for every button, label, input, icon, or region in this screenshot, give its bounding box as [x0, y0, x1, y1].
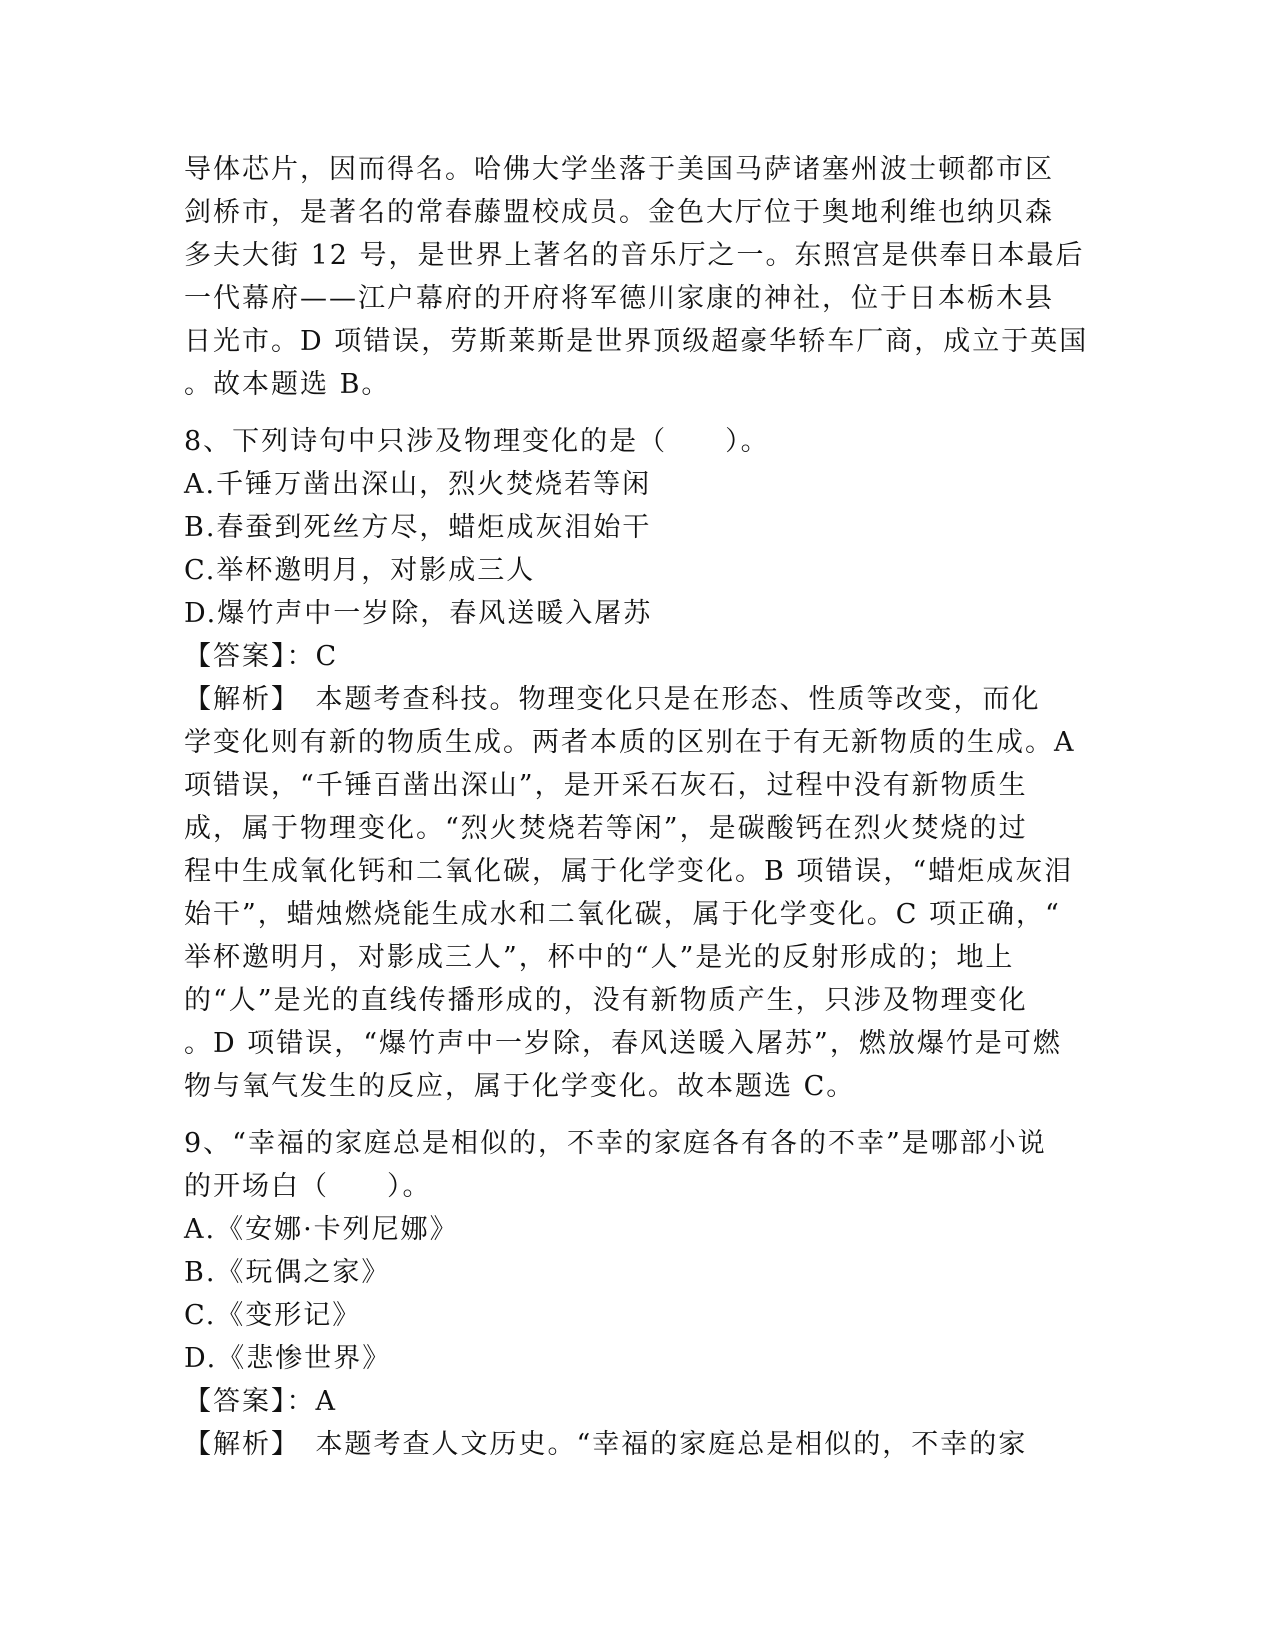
text-line: 一代幕府——江户幕府的开府将军德川家康的神社，位于日本栃木县 [184, 283, 1054, 314]
text-line: 成，属于物理变化。“烈火焚烧若等闲”，是碳酸钙在烈火焚烧的过 [184, 813, 1028, 844]
answer-line: 【答案】：C [184, 641, 339, 672]
text-line: 的“人”是光的直线传播形成的，没有新物质产生，只涉及物理变化 [184, 985, 1028, 1016]
question-8 [184, 420, 1084, 1108]
question-text: 8、下列诗句中只涉及物理变化的是（ ）。 [184, 426, 770, 457]
option-c: C.举杯邀明月，对影成三人 [184, 555, 536, 586]
intro-paragraph [184, 148, 1089, 406]
text-line: 学变化则有新的物质生成。两者本质的区别在于有无新物质的生成。A [184, 727, 1076, 758]
text-line: 导体芯片，因而得名。哈佛大学坐落于美国马萨诸塞州波士顿都市区 [184, 154, 1054, 185]
option-b: B.《玩偶之家》 [184, 1257, 391, 1288]
option-b: B.春蚕到死丝方尽，蜡炬成灰泪始干 [184, 512, 652, 543]
text-line: 多夫大街 12 号，是世界上著名的音乐厅之一。东照宫是供奉日本最后 [184, 240, 1085, 271]
option-c: C.《变形记》 [184, 1300, 362, 1331]
text-line: 程中生成氧化钙和二氧化碳，属于化学变化。B 项错误，“蜡炬成灰泪 [184, 856, 1074, 887]
answer-line: 【答案】：A [184, 1386, 337, 1417]
question-9 [184, 1122, 1084, 1466]
text-line: 项错误，“千锤百凿出深山”，是开采石灰石，过程中没有新物质生 [184, 770, 1028, 801]
option-a: A.千锤万凿出深山，烈火焚烧若等闲 [184, 469, 652, 500]
text-line: 【解析】 本题考查科技。物理变化只是在形态、性质等改变，而化 [184, 684, 1041, 715]
document-page [184, 148, 1089, 1466]
text-line: 【解析】 本题考查人文历史。“幸福的家庭总是相似的，不幸的家 [184, 1429, 1028, 1460]
question-text: 9、“幸福的家庭总是相似的，不幸的家庭各有各的不幸”是哪部小说 [184, 1128, 1047, 1159]
analysis-paragraph [184, 1423, 1084, 1466]
analysis-paragraph [184, 678, 1084, 1108]
text-line: 。D 项错误，“爆竹声中一岁除，春风送暖入屠苏”，燃放爆竹是可燃 [184, 1028, 1062, 1059]
text-line: 剑桥市，是著名的常春藤盟校成员。金色大厅位于奥地利维也纳贝森 [184, 197, 1054, 228]
text-line: 物与氧气发生的反应，属于化学变化。故本题选 C。 [184, 1071, 856, 1102]
text-line: 日光市。D 项错误，劳斯莱斯是世界顶级超豪华轿车厂商，成立于英国 [184, 326, 1089, 357]
text-line: 。故本题选 B。 [184, 369, 391, 400]
text-line: 始干”，蜡烛燃烧能生成水和二氧化碳，属于化学变化。C 项正确，“ [184, 899, 1061, 930]
text-line: 举杯邀明月，对影成三人”，杯中的“人”是光的反射形成的；地上 [184, 942, 1015, 973]
option-d: D.爆竹声中一岁除，春风送暖入屠苏 [184, 598, 653, 629]
option-a: A.《安娜·卡列尼娜》 [184, 1214, 459, 1245]
spacer [184, 406, 1084, 420]
spacer [184, 1108, 1084, 1122]
question-text: 的开场白（ ）。 [184, 1171, 432, 1202]
option-d: D.《悲惨世界》 [184, 1343, 392, 1374]
